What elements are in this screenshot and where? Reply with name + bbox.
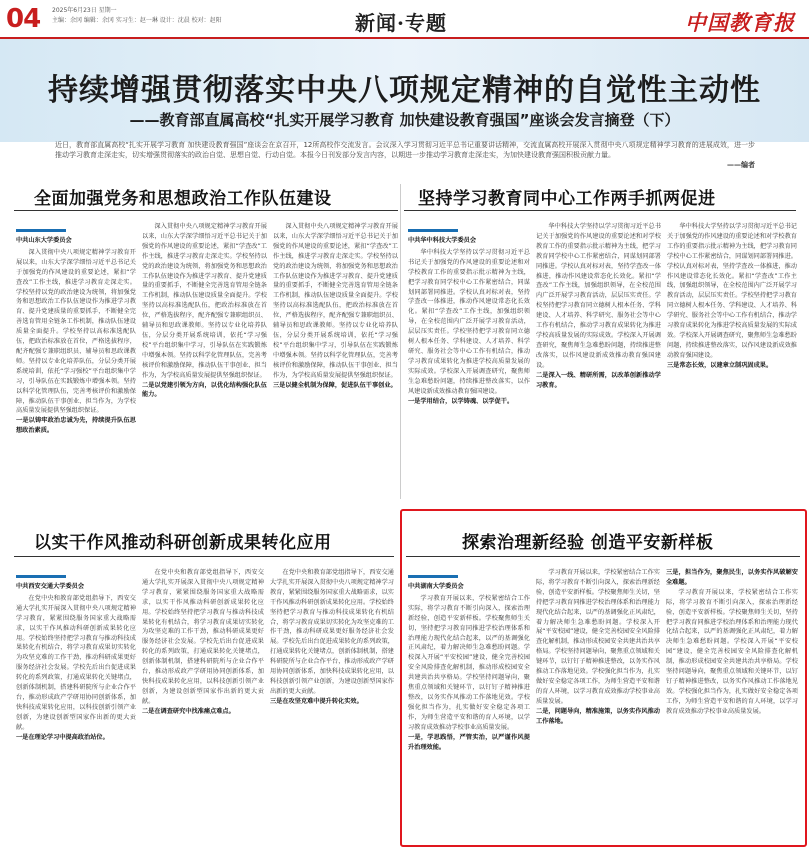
subhead: 三是，担当作为，聚焦民生，以务实作风破解安全难题。 xyxy=(666,569,798,586)
author-unit: 中共山东大学委员会 xyxy=(16,237,72,244)
accent-bar xyxy=(408,575,458,578)
article-3-col-2 xyxy=(142,568,264,845)
article-2-col-3 xyxy=(667,222,797,495)
page-header xyxy=(0,0,809,38)
editor-meta xyxy=(52,6,222,26)
article-1-col-3 xyxy=(273,222,398,495)
article-2-col-1 xyxy=(408,233,530,495)
subhead: 三是以健全机制为保障，促进队伍干事创业。 xyxy=(273,381,397,389)
article-heading-2: 坚持学习教育同中心工作两手抓两促进 xyxy=(418,189,716,209)
subhead: 二是，问题导向，精准施策，以务实作风推动工作落地。 xyxy=(536,707,660,725)
subhead: 二是以党建引领为方向，以优化结构强化队伍能力。 xyxy=(142,381,267,399)
hero-banner xyxy=(0,39,809,142)
main-headline: 持续增强贯彻落实中央八项规定精神的自觉性主动性 xyxy=(48,73,761,108)
article-body: 学习教育开展以来，学校紧密结合工作实际，将学习教育不断引向深入，探索治理新经验，创造平安新样板。学校聚焦师生关切，坚持把学习教育同推进学校治理体系和治理能力现代化结合起来，以严的基调强化正风肃纪，着力解决师生急难愁盼问题。学校深入开展“平安校园”建设，健全完善校园安全风险排查化解机制，推动形成校园安全共建共治共享格局。学校坚持问题导向，聚焦重点领域和关键环节，以钉钉子精神推进整改，以务实作风推动工作落地见效。学校强化担当作为，扎实做好安全稳定各项工作，为师生营造平安和谐的育人环境，以学习教育成效推动学校事业高质量发展。 xyxy=(666,588,798,715)
article-4-col-3 xyxy=(666,568,798,843)
accent-bar xyxy=(408,229,458,232)
divider xyxy=(14,210,398,211)
article-body: 华中科技大学坚持以学习贯彻习近平总书记关于加强党的作风建设的重要论述和对学校教育工作的重要指示批示精神为主线，把学习教育同学校中心工作紧密结合，同谋划同部署同推进。学校认真对标对表，坚持学查改一体推进，推动作风建设常态化长效化。紧扣“学查改”工作主线，加强组织领导，在全校范围内广泛开展学习教育活动，层层压实责任。学校坚持把学习教育同立德树人根本任务、学科建设、人才培养、科学研究、服务社会等中心工作有机结合，推动学习教育成果转化为推进学校高质量发展的实际成效。学校深入开展调查研究，聚焦师生急难愁盼问题，持续推进整改落实，以作风建设新成效推动教育强国建设。 xyxy=(408,248,530,395)
subhead: 三是在攻坚克难中提升转化实效。 xyxy=(270,697,363,705)
article-3-col-3 xyxy=(270,568,394,845)
subhead: 一是在理论学习中提高政治站位。 xyxy=(16,733,109,741)
article-body: 深入贯彻中央八项规定精神学习教育开展以来，山东大学深学细悟习近平总书记关于加强党的作风建设的重要论述，紧扣“学查改”工作主线，推进学习教育走深走实。学校坚持以党的政治建设为统领，将加强党务和思想政治工作队伍建设作为推进学习教育、提升党建质量的重要抓手，不断健全完善选育管用全链条工作机制，推动队伍建设质量全面提升。学校坚持以高标准选配队伍，把政治标准放在首位，严格选拔程序，配齐配强专兼职组织员、辅导员和思政课教师。坚持以专业化培养队伍，分层分类开展系统培训，依托“学习强校”平台组织集中学习，引导队伍在实践锻炼中增强本领。坚持以科学化管理队伍，完善考核评价和激励保障，推动队伍干事创业、担当作为，为学校高质量发展提供坚强组织保证。 xyxy=(16,248,136,415)
article-heading-4: 探索治理新经验 创造平安新样板 xyxy=(462,533,714,553)
section-title: 新闻·专题 xyxy=(355,11,447,35)
article-body: 深入贯彻中央八项规定精神学习教育开展以来，山东大学深学细悟习近平总书记关于加强党的作风建设的重要论述，紧扣“学查改”工作主线，推进学习教育走深走实。学校坚持以党的政治建设为统领，将加强党务和思想政治工作队伍建设作为推进学习教育、提升党建质量的重要抓手，不断健全完善选育管用全链条工作机制，推动队伍建设质量全面提升。学校坚持以高标准选配队伍，把政治标准放在首位，严格选拔程序，配齐配强专兼职组织员、辅导员和思政课教师。坚持以专业化培养队伍，分层分类开展系统培训，依托“学习强校”平台组织集中学习，引导队伍在实践锻炼中增强本领。坚持以科学化管理队伍，完善考核评价和激励保障，推动队伍干事创业、担当作为，为学校高质量发展提供坚强组织保证。 xyxy=(273,223,398,379)
article-body: 在党中央和教育部党组指导下，西安交通大学扎实开展深入贯彻中央八项规定精神学习教育，紧紧围绕服务国家重大战略需求，以实干作风推动科研创新成果转化应用。学校始终坚持把学习教育与推动科技成果转化有机结合，将学习教育成果切实转化为攻坚克难的工作干劲，推动科研成果更好服务经济社会发展。学校先后出台促进成果转化的系列政策，打通成果转化关键堵点，创新体制机制，搭建科研院所与企业合作平台，推动形成政产学研用协同创新体系，加快科技成果转化应用，以科技创新引领产业创新，为建设创新型国家作出新的更大贡献。 xyxy=(270,569,394,695)
sub-headline: ——教育部直属高校“扎实开展学习教育 加快建设教育强国”座谈会发言摘登（下） xyxy=(129,111,680,129)
article-body: 华中科技大学坚持以学习贯彻习近平总书记关于加强党的作风建设的重要论述和对学校教育工作的重要指示批示精神为主线，把学习教育同学校中心工作紧密结合，同谋划同部署同推进。学校认真对标对表，坚持学查改一体推进，推动作风建设常态化长效化。紧扣“学查改”工作主线，加强组织领导，在全校范围内广泛开展学习教育活动，层层压实责任。学校坚持把学习教育同立德树人根本任务、学科建设、人才培养、科学研究、服务社会等中心工作有机结合，推动学习教育成果转化为推进学校高质量发展的实际成效。学校深入开展调查研究，聚焦师生急难愁盼问题，持续推进整改落实，以作风建设新成效推动教育强国建设。 xyxy=(667,223,797,359)
staff-line: 主编：余冈 编辑：余冈 实习生：赵一琳 设计：沈晨 校对：赵阳 xyxy=(52,17,222,24)
divider xyxy=(14,556,394,557)
article-3-col-1 xyxy=(16,579,136,845)
article-2-col-2 xyxy=(536,222,661,495)
article-body: 在党中央和教育部党组指导下，西安交通大学扎实开展深入贯彻中央八项规定精神学习教育，紧紧围绕服务国家重大战略需求，以实干作风推动科研创新成果转化应用。学校始终坚持把学习教育与推动科技成果转化有机结合，将学习教育成果切实转化为攻坚克难的工作干劲，推动科研成果更好服务经济社会发展。学校先后出台促进成果转化的系列政策，打通成果转化关键堵点，创新体制机制，搭建科研院所与企业合作平台，推动形成政产学研用协同创新体系，加快科技成果转化应用，以科技创新引领产业创新，为建设创新型国家作出新的更大贡献。 xyxy=(16,594,136,731)
page-number: 04 xyxy=(6,4,41,34)
article-body: 华中科技大学坚持以学习贯彻习近平总书记关于加强党的作风建设的重要论述和对学校教育工作的重要指示批示精神为主线，把学习教育同学校中心工作紧密结合，同谋划同部署同推进。学校认真对标对表，坚持学查改一体推进，推动作风建设常态化长效化。紧扣“学查改”工作主线，加强组织领导，在全校范围内广泛开展学习教育活动，层层压实责任。学校坚持把学习教育同立德树人根本任务、学科建设、人才培养、科学研究、服务社会等中心工作有机结合，推动学习教育成果转化为推进学校高质量发展的实际成效。学校深入开展调查研究，聚焦师生急难愁盼问题，持续推进整改落实，以作风建设新成效推动教育强国建设。 xyxy=(536,223,661,369)
subhead: 一是，学思践悟，严管实治，以严谨作风提升治理效能。 xyxy=(408,733,530,751)
editor-note xyxy=(55,140,755,170)
article-1-col-1 xyxy=(16,233,136,495)
article-body: 深入贯彻中央八项规定精神学习教育开展以来，山东大学深学细悟习近平总书记关于加强党的作风建设的重要论述，紧扣“学查改”工作主线，推进学习教育走深走实。学校坚持以党的政治建设为统领，将加强党务和思想政治工作队伍建设作为推进学习教育、提升党建质量的重要抓手，不断健全完善选育管用全链条工作机制，推动队伍建设质量全面提升。学校坚持以高标准选配队伍，把政治标准放在首位，严格选拔程序，配齐配强专兼职组织员、辅导员和思政课教师。坚持以专业化培养队伍，分层分类开展系统培训，依托“学习强校”平台组织集中学习，引导队伍在实践锻炼中增强本领。坚持以科学化管理队伍，完善考核评价和激励保障，推动队伍干事创业、担当作为，为学校高质量发展提供坚强组织保证。 xyxy=(142,223,267,379)
editor-sign: ——编者 xyxy=(727,161,755,169)
author-unit: 中共西安交通大学委员会 xyxy=(16,583,85,590)
divider xyxy=(404,210,796,211)
masthead-logo: 中国教育报 xyxy=(685,10,795,35)
article-body: 在党中央和教育部党组指导下，西安交通大学扎实开展深入贯彻中央八项规定精神学习教育，紧紧围绕服务国家重大战略需求，以实干作风推动科研创新成果转化应用。学校始终坚持把学习教育与推动科技成果转化有机结合，将学习教育成果切实转化为攻坚克难的工作干劲，推动科研成果更好服务经济社会发展。学校先后出台促进成果转化的系列政策，打通成果转化关键堵点，创新体制机制，搭建科研院所与企业合作平台，推动形成政产学研用协同创新体系，加快科技成果转化应用，以科技创新引领产业创新，为建设创新型国家作出新的更大贡献。 xyxy=(142,569,264,705)
article-heading-3: 以实干作风推动科研创新成果转化应用 xyxy=(34,533,332,553)
subhead: 一是学用结合，以学铸魂、以学促干。 xyxy=(408,397,514,405)
author-unit: 中共华中科技大学委员会 xyxy=(408,237,477,244)
subhead: 三是常态长效，以建章立制巩固成果。 xyxy=(667,361,773,369)
subhead: 二是在调查研究中找准痛点难点。 xyxy=(142,707,235,715)
accent-bar xyxy=(16,229,66,232)
editor-note-text: 近日，教育部直属高校“扎实开展学习教育 加快建设教育强国”座谈会在京召开，12所高校作交流发言。会议深入学习贯彻习近平总书记重要讲话精神，交流直属高校开展深入贯彻中央八项规定精神学习教育的进展成效，进一步推动学习教育走深走实，切实增强贯彻落实的政治自觉、思想自觉、行动自觉。本报今日刊发部分发言内容，以期进一步推动学习教育走深走实，为加快建设教育强国积极贡献力量。 xyxy=(55,141,755,159)
article-4-col-2 xyxy=(536,568,660,843)
article-heading-1: 全面加强党务和思想政治工作队伍建设 xyxy=(34,189,332,209)
divider xyxy=(406,556,800,557)
article-1-col-2 xyxy=(142,222,267,495)
subhead: 二是深入一线、精研所需，以改革创新推动学习教育。 xyxy=(536,371,661,389)
column-separator xyxy=(400,184,401,499)
article-body: 学习教育开展以来，学校紧密结合工作实际，将学习教育不断引向深入，探索治理新经验，创造平安新样板。学校聚焦师生关切，坚持把学习教育同推进学校治理体系和治理能力现代化结合起来，以严的基调强化正风肃纪，着力解决师生急难愁盼问题。学校深入开展“平安校园”建设，健全完善校园安全风险排查化解机制，推动形成校园安全共建共治共享格局。学校坚持问题导向，聚焦重点领域和关键环节，以钉钉子精神推进整改，以务实作风推动工作落地见效。学校强化担当作为，扎实做好安全稳定各项工作，为师生营造平安和谐的育人环境，以学习教育成效推动学校事业高质量发展。 xyxy=(536,569,660,705)
subhead: 一是以铸牢政治忠诚为先，持续提升队伍思想政治素质。 xyxy=(16,417,136,435)
article-body: 学习教育开展以来，学校紧密结合工作实际，将学习教育不断引向深入，探索治理新经验，创造平安新样板。学校聚焦师生关切，坚持把学习教育同推进学校治理体系和治理能力现代化结合起来，以严的基调强化正风肃纪，着力解决师生急难愁盼问题。学校深入开展“平安校园”建设，健全完善校园安全风险排查化解机制，推动形成校园安全共建共治共享格局。学校坚持问题导向，聚焦重点领域和关键环节，以钉钉子精神推进整改，以务实作风推动工作落地见效。学校强化担当作为，扎实做好安全稳定各项工作，为师生营造平安和谐的育人环境，以学习教育成效推动学校事业高质量发展。 xyxy=(408,594,530,731)
date-line: 2025年6月23日 星期一 xyxy=(52,7,117,14)
accent-bar xyxy=(16,575,66,578)
author-unit: 中共湖南大学委员会 xyxy=(408,583,464,590)
article-4-col-1 xyxy=(408,579,530,843)
